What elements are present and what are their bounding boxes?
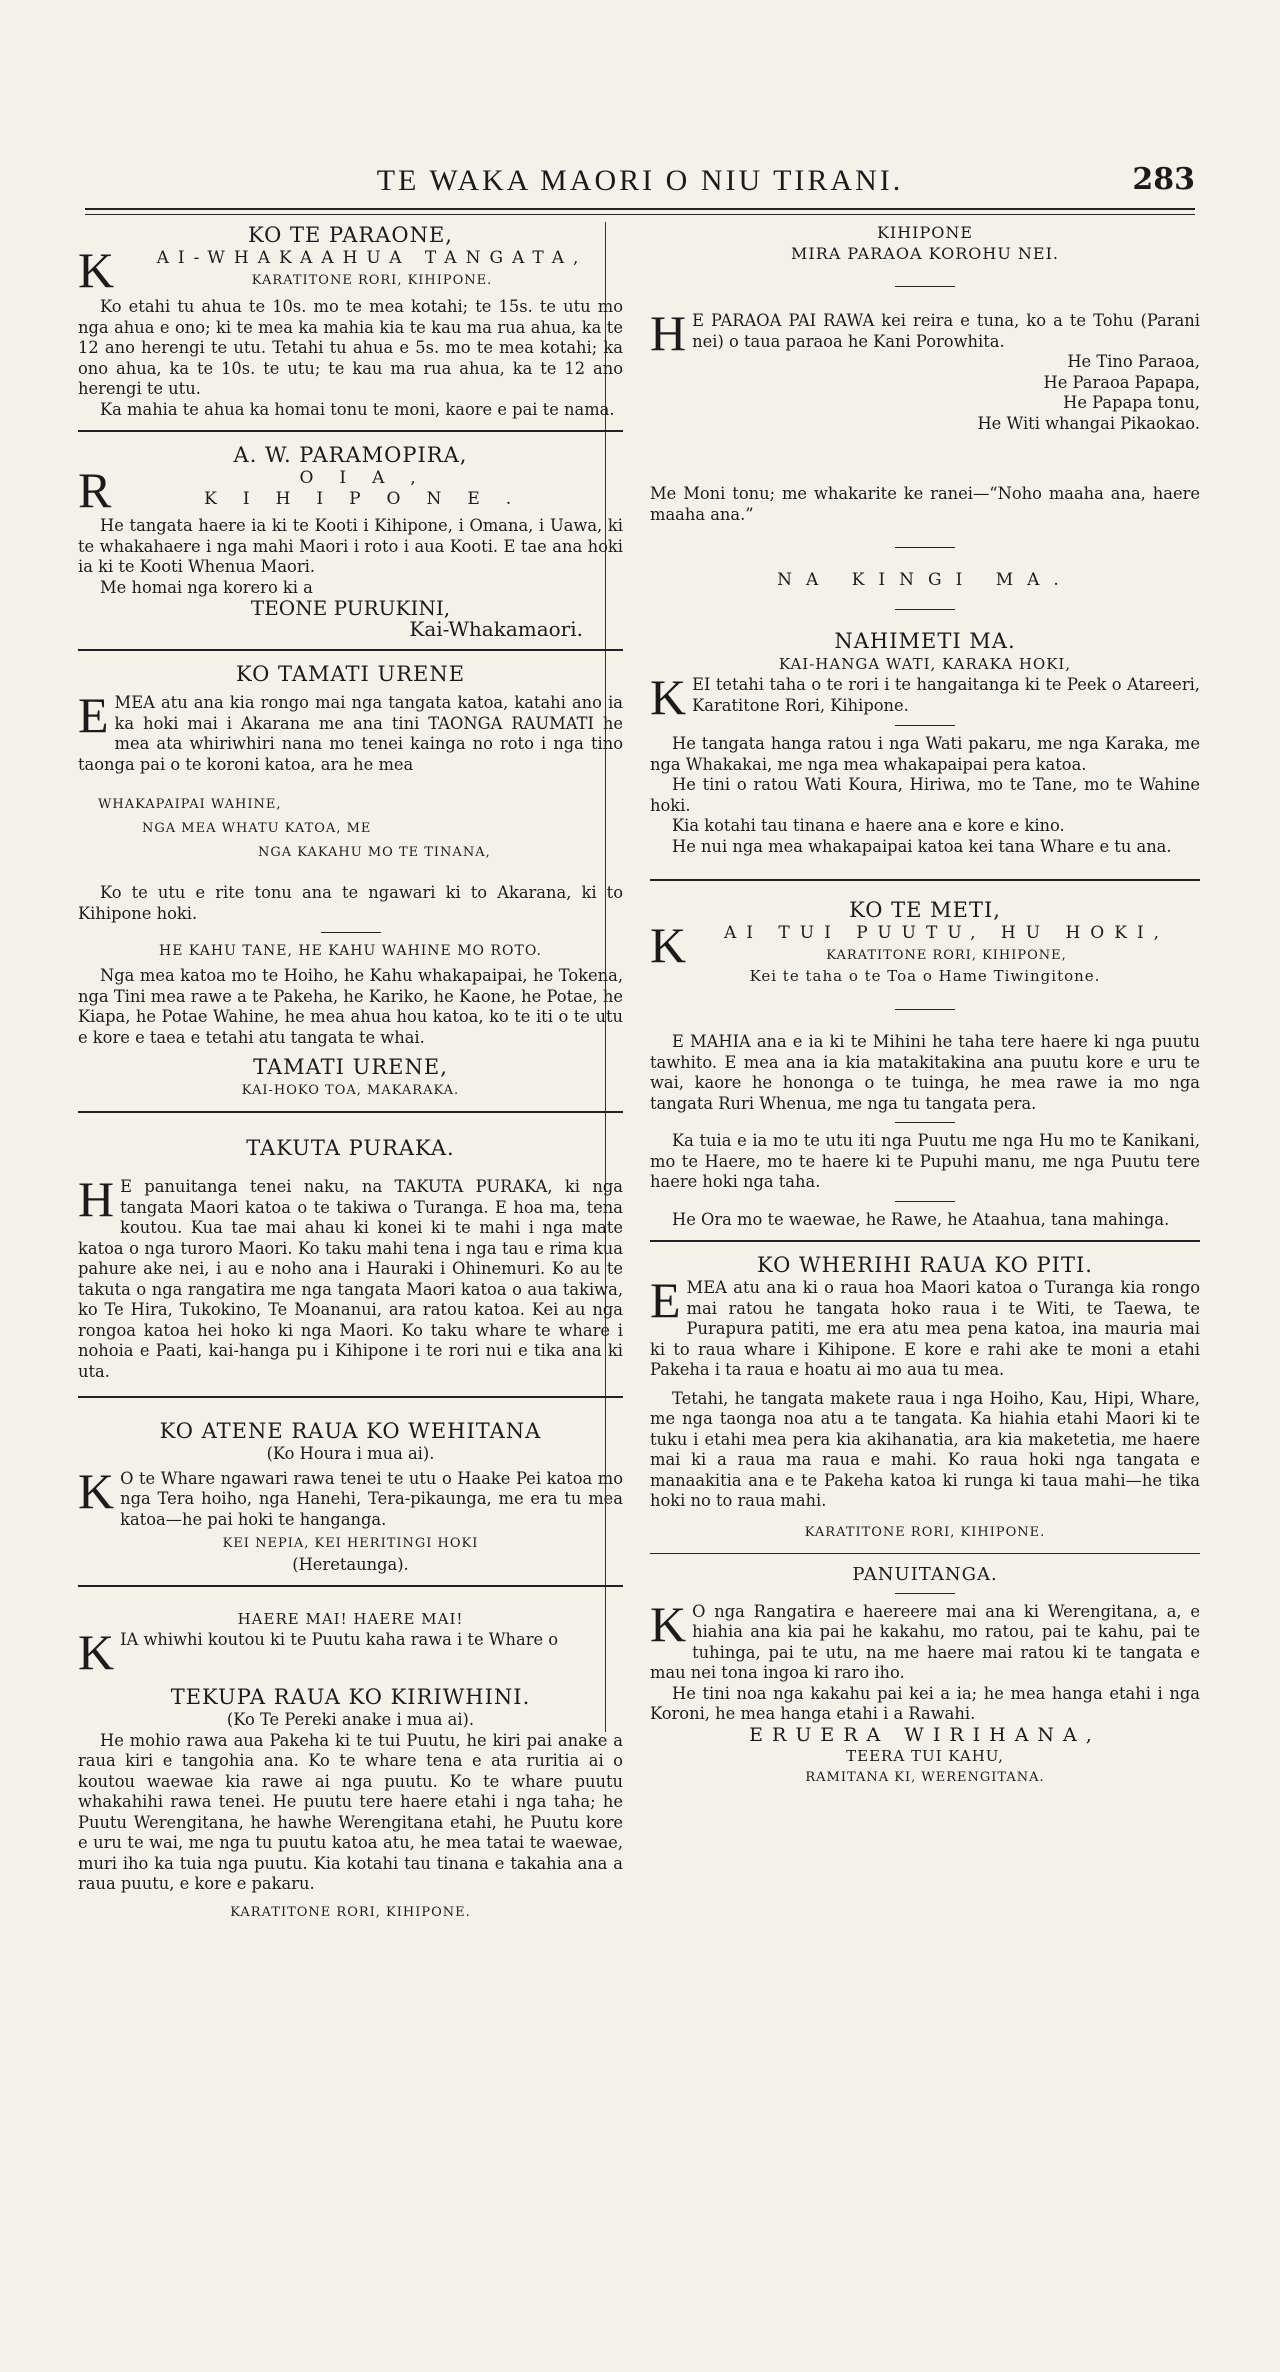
- short-rule: [895, 1009, 955, 1010]
- ad-body: EI tetahi taha o te rori i te hangaitanga ki te Peek o Atareeri, Karatitone Rori, Kihipone.: [692, 675, 1200, 715]
- section-rule: [650, 1240, 1200, 1242]
- drop-cap: R: [78, 462, 113, 518]
- ad-body: E panuitanga tenei naku, na TAKUTA PURAKA, ki nga tangata Maori katoa o te takiwa o Turanga. E hoa ma, tena koutou. Kua tae mai ahau ki konei ki te mahi i nga mate katoa o nga turoro Maori. Ko taku mahi tena i nga tau e rima kua pahure ake nei, i au e noho ana i Hauraki i Ohinemuri. Ko au te takuta o nga rangatira me nga tangata Maori katoa o aua takiwa, ko Te Hira, Tukokino, Te Moananui, ara ratou katoa. Kei au nga rongoa katoa hei hoko ki nga Maori. Ko taku whare te whare i nohoia e Paati, kai-hanga pu i Kihipone i te rori nui e tika ana ki uta.: [78, 1177, 623, 1381]
- ad-address: KARATITONE RORI, KIHIPONE.: [251, 273, 493, 288]
- ad-body: Nga mea katoa mo te Hoiho, he Kahu whakapaipai, he Tokena, nga Tini mea rawe a te Pakeha, he Kariko, he Kaone, he Potae, he Kiapa, he Potae Wahine, he mea ahua hou katoa, ko te iti o te utu e kore e taea e tetahi atu tangata te whai.: [78, 966, 623, 1047]
- ad-subheading: MIRA PARAOA KOROHU NEI.: [790, 244, 1059, 263]
- signature-name: ERUERA WIRIHANA,: [749, 1723, 1101, 1746]
- ad-line: NGA MEA WHATU KATOA, ME: [142, 821, 372, 836]
- section-rule: [78, 1396, 623, 1398]
- ad-body: Ka tuia e ia mo te utu iti nga Puutu me nga Hu mo te Kanikani, mo te Haere, mo te haere ki te Pupuhi manu, me nga Puutu tere haere hoki nga taha.: [650, 1131, 1200, 1191]
- ad-paraoa: [650, 222, 1200, 610]
- drop-cap: K: [650, 1595, 687, 1652]
- ad-body: O te Whare ngawari rawa tenei te utu o Haake Pei katoa mo nga Tera hoiho, nga Hanehi, Tera-pikaunga, me era tu mea katoa—he pai hoki te hanganga.: [120, 1468, 623, 1529]
- masthead: [85, 160, 1195, 204]
- ad-heading: KO WHERIHI RAUA KO PITI.: [757, 1253, 1093, 1277]
- drop-cap: K: [650, 669, 687, 725]
- ad-line: Kei te taha o te Toa o Hame Tiwingitone.: [749, 967, 1101, 985]
- masthead-rule: [85, 208, 1195, 215]
- product-list-item: He Paraoa Papapa,: [1043, 372, 1200, 392]
- drop-cap: E: [650, 1272, 681, 1328]
- signature-role: TEERA TUI KAHU,: [846, 1746, 1004, 1765]
- short-rule: [895, 547, 955, 548]
- ad-body: Kia kotahi tau tinana e haere ana e kore e kino.: [672, 816, 1065, 835]
- ad-body: Me Moni tonu; me whakarite ke ranei—“Noho maaha ana, haere maaha ana.”: [650, 484, 1200, 524]
- product-list-item: He Witi whangai Pikaokao.: [977, 413, 1200, 433]
- ad-subheading: AI TUI PUUTU, HU HOKI,: [724, 923, 1170, 943]
- right-column: [650, 222, 1200, 1788]
- ad-body: He tini o ratou Wati Koura, Hiriwa, mo te Tane, mo te Wahine hoki.: [650, 775, 1200, 815]
- ad-line: WHAKAPAIPAI WAHINE,: [98, 797, 282, 812]
- page-number: 283: [1132, 162, 1195, 197]
- ad-body: Tetahi, he tangata makete raua i nga Hoiho, Kau, Hipi, Whare, me nga taonga noa atu a te tangata. Ka hiahia etahi Maori ki te tuku i etahi mea pera kia akihanatia, ara kia maketetia, me haere mai ki a raua ma raua e mahi. Ko raua hoki nga tangata e manaakitia ana e te Pakeha katoa ki runga ki taua mahi—he tika hoki no to raua mahi.: [650, 1388, 1200, 1510]
- ad-body: He nui nga mea whakapaipai katoa kei tana Whare e tu ana.: [672, 836, 1172, 856]
- ad-paraone: [78, 222, 623, 432]
- ad-body: He tini noa nga kakahu pai kei a ia; he mea hanga etahi i nga Koroni, he mea hanga etahi i a Rawahi.: [650, 1683, 1200, 1723]
- ad-heading: KO TE PARAONE,: [248, 223, 453, 247]
- section-rule: [78, 430, 623, 432]
- ad-heading: KO ATENE RAUA KO WEHITANA: [159, 1419, 542, 1443]
- ad-heading: PANUITANGA.: [852, 1563, 998, 1585]
- product-list: [708, 352, 1200, 434]
- ad-address: KARATITONE RORI, KIHIPONE.: [230, 1904, 471, 1920]
- drop-cap: K: [650, 917, 688, 973]
- ad-body: MEA atu ana ki o raua hoa Maori katoa o Turanga kia rongo mai ratou he tangata hoko raua i te Witi, te Taewa, te Purapura patiti, me era atu mea pena katoa, ina mauria mai ki to raua whare i Kihipone. E kore e rahi ake te moni a etahi Pakeha i ta raua e hoatu ai mo aua tu mea.: [650, 1278, 1200, 1379]
- ad-piti: [650, 1252, 1200, 1554]
- short-rule: [321, 932, 381, 933]
- ad-wehitana: [78, 1418, 623, 1587]
- section-rule: [650, 1553, 1200, 1554]
- ad-panui: [650, 1564, 1200, 1788]
- ad-body: MEA atu ana kia rongo mai nga tangata katoa, katahi ano ia ka hoki mai i Akarana me ana tini TAONGA RAUMATI he mea ata whiriwhiri nana mo tenei kainga no roto i nga tino taonga pai o te koroni katoa, ara he mea: [78, 693, 623, 774]
- signature-role: KAI-HOKO TOA, MAKARAKA.: [241, 1083, 460, 1098]
- drop-cap: K: [78, 242, 116, 298]
- signature-role: Kai-Whakamaori.: [409, 616, 583, 641]
- ad-body: He tangata haere ia ki te Kooti i Kihipone, i Omana, i Uawa, ki te whakahaere i nga mahi Maori i roto i aua Kooti. E tae ana hoki ia ki te Kooti Whenua Maori.: [78, 516, 623, 576]
- ad-heading: NAHIMETI MA.: [834, 629, 1016, 653]
- signature-name: TAMATI URENE,: [253, 1055, 448, 1079]
- product-list-item: He Tino Paraoa,: [1067, 352, 1200, 371]
- ad-body: He Ora mo te waewae, he Rawe, he Ataahua, tana mahinga.: [672, 1209, 1170, 1229]
- ad-subheading: AI-WHAKAAHUA TANGATA,: [156, 248, 588, 268]
- short-rule: [895, 1122, 955, 1123]
- short-rule: [895, 286, 955, 287]
- ad-body: IA whiwhi koutou ki te Puutu kaha rawa i te Whare o: [120, 1630, 559, 1649]
- ad-heading: KO TAMATI URENE: [235, 662, 466, 686]
- drop-cap: K: [78, 1462, 115, 1519]
- ad-body: Ko te utu e rite tonu ana te ngawari ki to Akarana, ki to Kihipone hoki.: [78, 883, 623, 923]
- ad-subheading: OIA, KIHIPONE.: [204, 468, 538, 509]
- section-rule: [78, 649, 623, 651]
- body-initial: K: [100, 297, 112, 316]
- short-rule: [895, 609, 955, 610]
- ad-heading: KO TE METI,: [849, 898, 1001, 922]
- newspaper-title: TE WAKA MAORI O NIU TIRANI.: [376, 164, 904, 197]
- ad-heading: TAKUTA PURAKA.: [246, 1136, 455, 1160]
- signature-address: RAMITANA KI, WERENGITANA.: [805, 1769, 1045, 1785]
- ad-body: He mohio rawa aua Pakeha ki te tui Puutu, he kiri pai anake a raua kiri e tangohia ana. Ko te whare tena e ata ruritia ai o koutou waewae kia rawe ai nga puutu. Ko te whare puutu whakahihi rawa tenei. He puutu tere haere etahi i nga taha; he Puutu Werengitana, he hawhe Werengitana etahi, he Puutu kore e uru te wai, me nga tu puutu katoa atu, he mea tatai te waewae, muri iho ka tuia nga puutu. Kia kotahi tau tinana e takahia ana a raua puutu, e kore e pakaru.: [78, 1730, 623, 1893]
- ad-heading: KIHIPONE: [876, 223, 974, 242]
- ad-body: o etahi tu ahua te 10s. mo te mea kotahi; te 15s. te utu mo nga ahua e ono; ki te mea ka mahia kia te kau ma rua ahua, ka te 12 ano herengi te utu. Tetahi tu ahua e 5s. mo te mea kotahi; ka ono ahua, ka te 10s. te utu; te kau ma rua ahua, ka te 12 ano herengi te utu.: [78, 297, 623, 398]
- ad-nahimeti: [650, 628, 1200, 881]
- ad-subheading: (Ko Te Pereki anake i mua ai).: [226, 1710, 475, 1729]
- ad-body: Ka mahia te ahua ka homai tonu te moni, kaore e pai te nama.: [100, 399, 615, 419]
- drop-cap: H: [78, 1171, 115, 1227]
- ad-body: E MAHIA ana e ia ki te Mihini he taha tere haere ki nga puutu tawhito. E mea ana ia kia matakitakina ana puutu kore e uru te wai, kaore he hononga o te tuinga, he mea rawe ia mo nga tangata Ruri Whenua, me nga tu tangata pera.: [650, 1032, 1200, 1113]
- ad-subheading: (Ko Houra i mua ai).: [266, 1444, 435, 1463]
- ad-body: E PARAOA PAI RAWA kei reira e tuna, ko a te Tohu (Parani nei) o taua paraoa he Kani Porowhita.: [692, 311, 1200, 351]
- product-list-item: He Papapa tonu,: [1063, 393, 1200, 412]
- ad-meti: [650, 897, 1200, 1242]
- ad-line: NGA KAKAHU MO TE TINANA,: [258, 845, 491, 860]
- ad-urene: [78, 661, 623, 1113]
- ad-kiriwhini: [78, 1609, 623, 1923]
- ad-line: (Heretaunga).: [292, 1554, 409, 1574]
- section-rule: [78, 1585, 623, 1587]
- section-rule: [650, 879, 1200, 881]
- drop-cap: H: [650, 305, 687, 361]
- ad-paramopira: [78, 442, 623, 651]
- short-rule: [895, 1201, 955, 1202]
- ad-heading: A. W. PARAMOPIRA,: [233, 443, 468, 467]
- ad-body: He tangata hanga ratou i nga Wati pakaru, me nga Karaka, me nga Whakakai, me nga mea whakapaipai pera katoa.: [650, 734, 1200, 774]
- left-column: [78, 222, 623, 1923]
- section-rule: [78, 1111, 623, 1113]
- ad-address: KARATITONE RORI, KIHIPONE,: [826, 948, 1067, 963]
- drop-cap: E: [78, 687, 109, 743]
- short-rule: [895, 725, 955, 726]
- ad-puraka: [78, 1135, 623, 1398]
- signature-name: TEONE PURUKINI,: [250, 596, 451, 620]
- drop-cap: K: [78, 1624, 115, 1680]
- ad-heading: NA KINGI MA.: [777, 570, 1073, 590]
- ad-name: TEKUPA RAUA KO KIRIWHINI.: [170, 1685, 531, 1709]
- ad-address: KARATITONE RORI, KIHIPONE.: [804, 1524, 1046, 1540]
- ad-body: O nga Rangatira e haereere mai ana ki Werengitana, a, e hiahia ana kia pai he kakahu, mo ratou, pai te kahu, pai te tuhinga, pai te utu, na me haere mai ratou ki te tangata e mau nei tona ingoa ki raro iho.: [650, 1601, 1200, 1682]
- ad-subheading: HE KAHU TANE, HE KAHU WAHINE MO ROTO.: [159, 943, 542, 959]
- short-rule: [895, 1593, 955, 1594]
- ad-heading: HAERE MAI! HAERE MAI!: [237, 1610, 464, 1628]
- ad-subheading: KAI-HANGA WATI, KARAKA HOKI,: [778, 655, 1072, 673]
- ad-line: KEI NEPIA, KEI HERITINGI HOKI: [222, 1536, 479, 1551]
- ad-body: Me homai nga korero ki a: [100, 577, 313, 597]
